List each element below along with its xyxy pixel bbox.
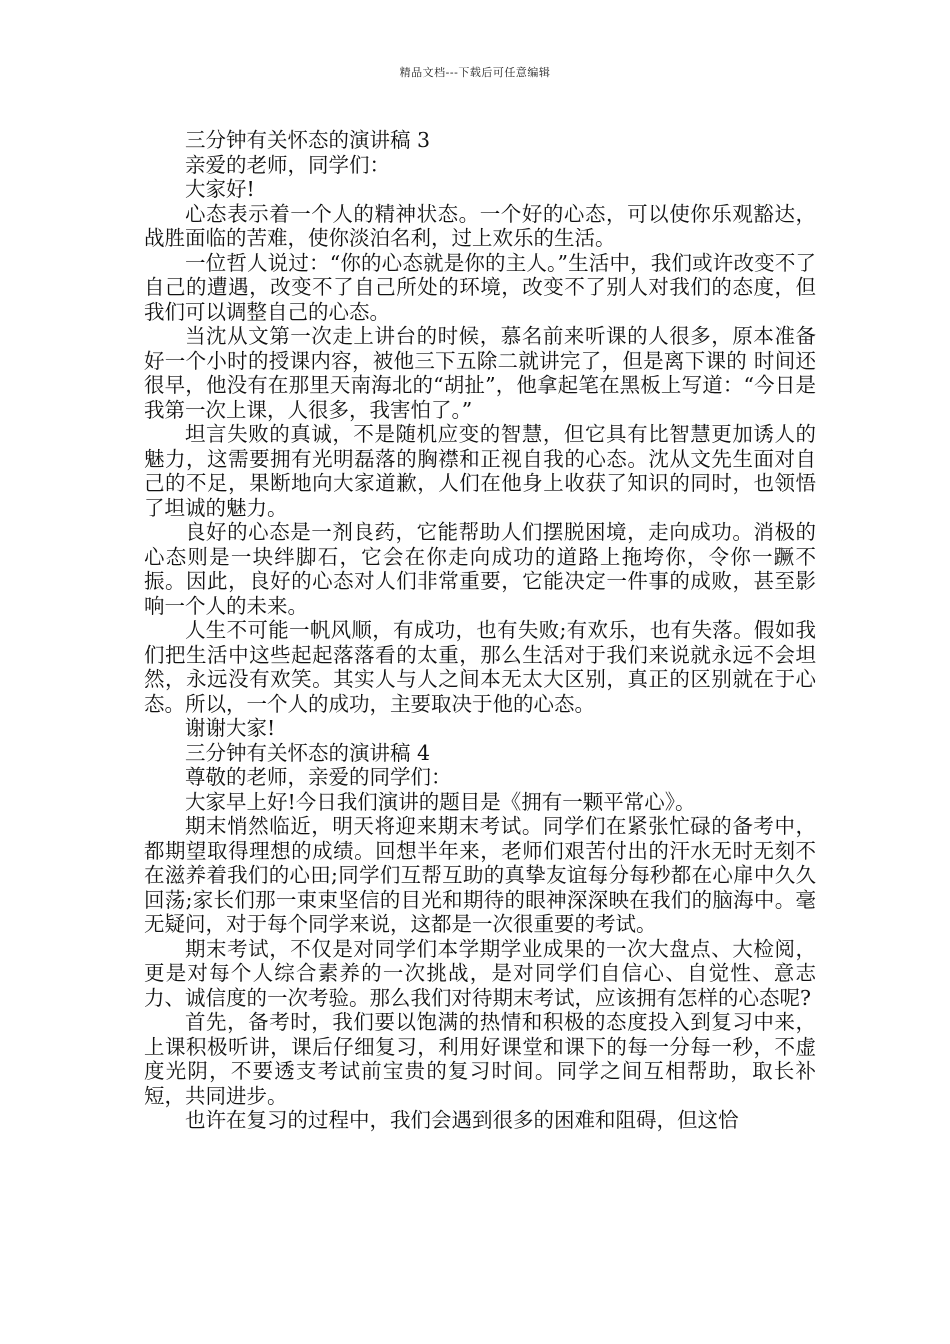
speech-3-paragraph: 心态表示着一个人的精神状态。一个好的心态，可以使你乐观豁达，战胜面临的苦难，使你淡泊名利，过上欢乐的生活。 [144, 201, 816, 250]
speech-3-paragraph: 坦言失败的真诚，不是随机应变的智慧，但它具有比智慧更加诱人的魅力，这需要拥有光明磊落的胸襟和正视自我的心态。沈从文先生面对自己的不足，果断地向大家道歉，人们在他身上收获了知识的同时，也领悟了坦诚的魅力。 [144, 422, 816, 520]
speech-4-salutation: 尊敬的老师，亲爱的同学们： [185, 765, 452, 789]
speech-3-paragraph: 一位哲人说过：“你的心态就是你的主人。”生活中，我们或许改变不了自己的遭遇，改变不了自己所处的环境，改变不了别人对我们的态度，但我们可以调整自己的心态。 [144, 250, 816, 324]
speech-3-title: 三分钟有关怀态的演讲稿 3 [185, 128, 431, 152]
speech-3-paragraph: 人生不可能一帆风顺，有成功，也有失败;有欢乐，也有失落。假如我们把生活中这些起起落落看的太重，那么生活对于我们来说就永远不会坦然，永远没有欢笑。其实人与人之间本无太大区别，真正的区别就在于心态。所以，一个人的成功，主要取决于他的心态。 [144, 618, 816, 716]
speech-4-greeting: 大家早上好!今日我们演讲的题目是《拥有一颗平常心》。 [185, 789, 696, 814]
speech-4-paragraph: 期末悄然临近，明天将迎来期末考试。同学们在紧张忙碌的备考中，都期望取得理想的成绩。回想半年来，老师们艰苦付出的汗水无时无刻不在滋养着我们的心田;同学们互帮互助的真挚友谊每分每秒都在心扉中久久回荡;家长们那一束束坚信的目光和期待的眼神深深映在我们的脑海中。毫无疑问，对于每个同学来说，这都是一次很重要的考试。 [144, 814, 816, 936]
speech-3-salutation: 亲爱的老师，同学们： [185, 152, 390, 177]
speech-4-paragraph: 期末考试，不仅是对同学们本学期学业成果的一次大盘点、大检阅，更是对每个人综合素养的一次挑战，是对同学们自信心、自觉性、意志力、诚信度的一次考验。那么我们对待期末考试，应该拥有怎样的心态呢? [144, 936, 816, 1010]
speech-4-paragraph: 也许在复习的过程中，我们会遇到很多的困难和阻碍，但这恰 [185, 1108, 739, 1132]
document-body [144, 128, 816, 1133]
speech-3-paragraph: 当沈从文第一次走上讲台的时候，慕名前来听课的人很多，原本准备好一个小时的授课内容，被他三下五除二就讲完了，但是离下课的 时间还很早，他没有在那里天南海北的“胡扯”，他拿起笔在黑板上写道：“今日是我第一次上课，人很多，我害怕了。” [144, 324, 816, 422]
speech-4-title: 三分钟有关怀态的演讲稿 4 [185, 740, 431, 765]
speech-4-paragraph: 首先，备考时，我们要以饱满的热情和积极的态度投入到复习中来，上课积极听讲，课后仔细复习，利用好课堂和课下的每一分每一秒，不虚度光阴，不要透支考试前宝贵的复习时间。同学之间互相帮助，取长补短，共同进步。 [144, 1010, 816, 1108]
speech-3-paragraph: 良好的心态是一剂良药，它能帮助人们摆脱困境，走向成功。消极的心态则是一块绊脚石，它会在你走向成功的道路上拖垮你，令你一蹶不振。因此，良好的心态对人们非常重要，它能决定一件事的成败，甚至影响一个人的未来。 [144, 520, 816, 618]
speech-3-closing: 谢谢大家! [185, 716, 276, 740]
speech-3-greeting: 大家好! [185, 177, 255, 201]
page-header: 精品文档---下载后可任意编辑 [399, 66, 551, 79]
